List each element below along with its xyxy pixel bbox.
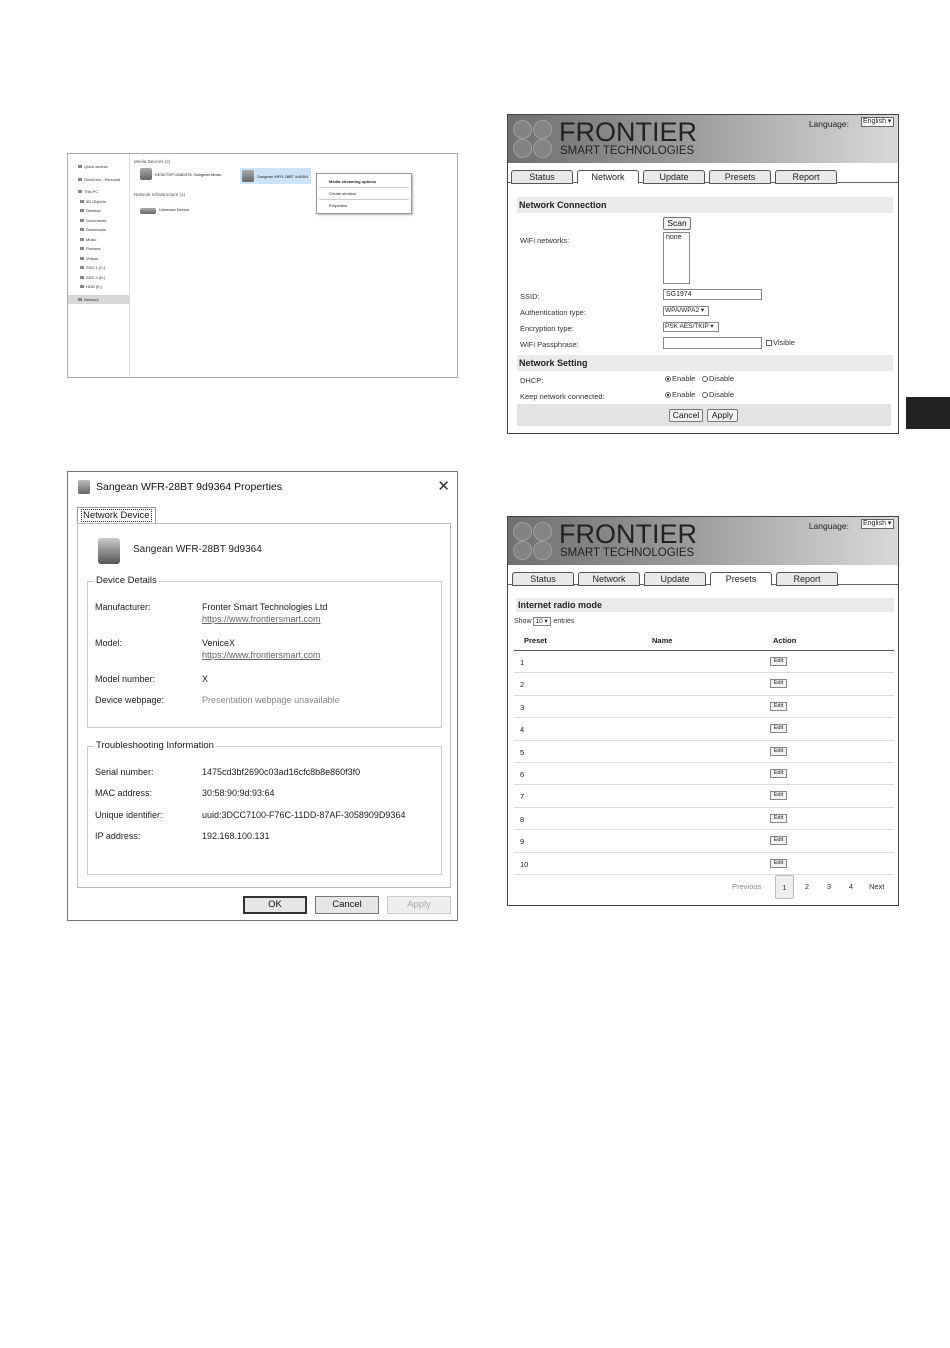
- col-name[interactable]: Name: [652, 636, 673, 645]
- frontier-presets-page: [507, 516, 899, 906]
- uid-label: Unique identifier:: [95, 810, 163, 820]
- table-row: [514, 830, 894, 852]
- radio-off-icon: [702, 376, 708, 382]
- nav-desktop[interactable]: Desktop: [68, 206, 129, 216]
- mac-value: 30:58:90:9d:93:64: [202, 788, 275, 798]
- nav-this-pc[interactable]: This PC: [68, 187, 129, 197]
- nav-music[interactable]: Music: [68, 235, 129, 245]
- keep-disable-radio[interactable]: Disable: [702, 390, 734, 399]
- manufacturer-label: Manufacturer:: [95, 602, 151, 612]
- dhcp-enable-radio[interactable]: Enable: [665, 374, 695, 383]
- frontier-logo-icon: [511, 520, 555, 562]
- auth-type-label: Authentication type:: [520, 308, 586, 317]
- network-cancel-button[interactable]: Cancel: [669, 409, 703, 422]
- nav-3d-objects[interactable]: 3D Objects: [68, 197, 129, 207]
- brand-subtitle: SMART TECHNOLOGIES: [560, 547, 695, 559]
- edit-button[interactable]: Edit: [770, 791, 787, 800]
- encryption-type-select[interactable]: PSK AES/TKIP ▾: [663, 322, 719, 332]
- uid-value: uuid:3DCC7100-F76C-11DD-87AF-3058909D9364: [202, 810, 406, 820]
- apply-button[interactable]: Apply: [387, 896, 451, 914]
- table-row: [514, 673, 894, 695]
- edit-button[interactable]: Edit: [770, 724, 787, 733]
- pager-next[interactable]: Next: [869, 882, 885, 891]
- preset-number: 1: [520, 658, 525, 667]
- presets-table: [514, 625, 894, 875]
- nav-pictures[interactable]: Pictures: [68, 244, 129, 254]
- dhcp-label: DHCP:: [520, 376, 544, 385]
- navigation-pane: [68, 154, 130, 377]
- edit-button[interactable]: Edit: [770, 836, 787, 845]
- keep-connected-label: Keep network connected:: [520, 392, 605, 401]
- drive-icon: [80, 266, 84, 269]
- encryption-type-label: Encryption type:: [520, 324, 574, 333]
- preset-number: 8: [520, 814, 525, 824]
- nav-network[interactable]: Network: [68, 295, 129, 305]
- music-icon: [80, 238, 84, 241]
- drive-icon: [80, 276, 84, 279]
- edit-button[interactable]: Edit: [770, 657, 787, 666]
- auth-type-select[interactable]: WPA/WPA2 ▾: [663, 306, 709, 316]
- brand-name: FRONTIER: [559, 117, 697, 147]
- entries-select[interactable]: 10 ▾: [533, 617, 551, 626]
- pager-page-3[interactable]: 3: [826, 882, 832, 891]
- radio-on-icon: [665, 376, 671, 382]
- media-device-desktop[interactable]: DESKTOP-926D378: Sangean Music: [140, 168, 221, 180]
- tab-status[interactable]: Status: [512, 572, 574, 586]
- media-device-icon: [78, 480, 90, 494]
- video-icon: [80, 257, 84, 260]
- table-row: [514, 808, 894, 830]
- tab-update[interactable]: Update: [644, 572, 706, 586]
- serial-label: Serial number:: [95, 767, 154, 777]
- menu-properties[interactable]: Properties: [329, 203, 348, 208]
- model-number-value: X: [202, 674, 209, 684]
- page-edge-tab: [906, 397, 950, 429]
- unknown-device[interactable]: Unknown Device: [140, 204, 189, 214]
- keep-enable-radio[interactable]: Enable: [665, 390, 695, 399]
- frontier-banner: [508, 517, 898, 565]
- cube-icon: [80, 200, 84, 203]
- section-media-devices[interactable]: Media Devices (2): [134, 159, 171, 164]
- network-icon: [78, 298, 82, 301]
- table-body: [514, 651, 894, 875]
- edit-button[interactable]: Edit: [770, 769, 787, 778]
- nav-onedrive[interactable]: OneDrive - Personal: [68, 175, 129, 185]
- preset-number: 4: [520, 725, 525, 735]
- properties-dialog: [67, 471, 458, 921]
- table-row: [514, 651, 894, 673]
- media-device-icon: [140, 168, 152, 180]
- table-row: [514, 763, 894, 785]
- ip-label: IP address:: [95, 831, 141, 841]
- table-row: [514, 718, 894, 740]
- dialog-title: Sangean WFR-28BT 9d9364 Properties: [96, 481, 282, 493]
- radio-off-icon: [702, 392, 708, 398]
- table-row: [514, 741, 894, 763]
- pager-page-2[interactable]: 2: [804, 882, 810, 891]
- tab-presets[interactable]: Presets: [710, 572, 772, 586]
- menu-media-streaming-options[interactable]: Media streaming options: [329, 179, 377, 184]
- language-label: Language:: [808, 521, 849, 531]
- passphrase-label: WiFi Passphrase:: [520, 340, 579, 349]
- mac-label: MAC address:: [95, 788, 153, 798]
- ok-button[interactable]: OK: [243, 896, 307, 914]
- nav-videos[interactable]: Videos: [68, 254, 129, 264]
- nav-quick-access[interactable]: Quick access: [68, 162, 129, 172]
- pager-page-1[interactable]: 1: [775, 875, 794, 899]
- device-name: Sangean WFR-28BT 9d9364: [133, 544, 262, 555]
- nav-hdd[interactable]: HDD (E:): [68, 282, 129, 292]
- download-icon: [80, 228, 84, 231]
- star-icon: [78, 165, 82, 168]
- dialog-titlebar: [68, 472, 457, 502]
- passphrase-input[interactable]: [663, 337, 762, 349]
- serial-value: 1475cd3bf2690c03ad16cfc8b8e860f3f0: [202, 767, 361, 777]
- language-select[interactable]: English ▾: [861, 117, 894, 127]
- menu-create-shortcut[interactable]: Create shortcut: [329, 191, 357, 196]
- section-network-infrastructure[interactable]: Network Infrastructure (1): [134, 192, 186, 197]
- preset-number: 9: [520, 837, 525, 847]
- troubleshooting-label: Troubleshooting Information: [96, 740, 214, 751]
- tab-network[interactable]: Network: [577, 170, 639, 184]
- dhcp-disable-radio[interactable]: Disable: [702, 374, 734, 383]
- pager-page-4[interactable]: 4: [848, 882, 854, 891]
- nav-downloads[interactable]: Downloads: [68, 225, 129, 235]
- tab-presets[interactable]: Presets: [709, 170, 771, 184]
- close-icon[interactable]: ✕: [437, 478, 450, 495]
- checkbox-icon: [766, 340, 772, 346]
- webpage-value: Presentation webpage unavailable: [202, 695, 340, 705]
- preset-number: 6: [520, 769, 525, 779]
- document-icon: [80, 219, 84, 222]
- explorer-window: [67, 153, 458, 378]
- nav-ssd2[interactable]: SSD 2 (D:): [68, 273, 129, 283]
- wifi-networks-label: WiFi networks:: [520, 236, 570, 245]
- picture-icon: [80, 247, 84, 250]
- model-label: Model:: [95, 638, 123, 648]
- pager-previous[interactable]: Previous: [732, 882, 762, 891]
- network-apply-button[interactable]: Apply: [707, 409, 738, 422]
- tab-report[interactable]: Report: [775, 170, 837, 184]
- media-device-sangean[interactable]: Sangean WFR-28BT 9d9364: [240, 168, 311, 184]
- ip-value: 192.168.100.131: [202, 831, 270, 841]
- media-device-icon: [242, 170, 254, 182]
- manufacturer-value: Fronter Smart Technologies Ltd: [202, 602, 328, 612]
- table-row: [514, 853, 894, 875]
- show-entries-control: Show 10 ▾ entries: [514, 618, 575, 625]
- col-preset[interactable]: Preset: [524, 636, 547, 645]
- context-menu: [316, 173, 412, 214]
- media-device-icon: [98, 538, 120, 564]
- brand-subtitle: SMART TECHNOLOGIES: [560, 145, 695, 157]
- table-row: [514, 696, 894, 718]
- router-icon: [140, 208, 156, 214]
- model-number-label: Model number:: [95, 674, 156, 684]
- network-setting-heading: Network Setting: [517, 355, 893, 371]
- desktop-icon: [80, 209, 84, 212]
- frontier-banner: [508, 115, 898, 163]
- nav-ssd1[interactable]: SSD 1 (C:): [68, 263, 129, 273]
- edit-button[interactable]: Edit: [770, 702, 787, 711]
- table-header: [514, 625, 894, 651]
- form-footer: [517, 404, 891, 426]
- table-row: [514, 785, 894, 807]
- tab-status[interactable]: Status: [511, 170, 573, 184]
- preset-number: 2: [520, 680, 525, 690]
- edit-button[interactable]: Edit: [770, 747, 787, 756]
- tab-network[interactable]: Network: [578, 572, 640, 586]
- edit-button[interactable]: Edit: [770, 814, 787, 823]
- ssid-label: SSID:: [520, 292, 540, 301]
- frontier-network-page: [507, 114, 899, 434]
- cancel-button[interactable]: Cancel: [315, 896, 379, 914]
- device-details-label: Device Details: [96, 575, 157, 586]
- wifi-networks-list[interactable]: none: [663, 232, 690, 284]
- ssid-input[interactable]: SG1974: [663, 289, 762, 300]
- edit-button[interactable]: Edit: [770, 679, 787, 688]
- language-label: Language:: [808, 119, 849, 129]
- drive-icon: [80, 285, 84, 288]
- tab-update[interactable]: Update: [643, 170, 705, 184]
- scan-button[interactable]: Scan: [663, 217, 691, 230]
- brand-name: FRONTIER: [559, 519, 697, 549]
- tab-bar: [508, 565, 898, 585]
- frontier-logo-icon: [511, 118, 555, 160]
- col-action[interactable]: Action: [773, 636, 797, 645]
- radio-on-icon: [665, 392, 671, 398]
- webpage-label: Device webpage:: [95, 695, 165, 705]
- computer-icon: [78, 190, 82, 193]
- nav-documents[interactable]: Documents: [68, 216, 129, 226]
- pagination: [508, 875, 899, 899]
- tab-report[interactable]: Report: [776, 572, 838, 586]
- model-link[interactable]: https://www.frontiersmart.com: [202, 650, 321, 660]
- internet-radio-heading: Internet radio mode: [516, 598, 894, 612]
- visible-checkbox[interactable]: Visible: [766, 338, 795, 347]
- preset-number: 10: [520, 859, 529, 869]
- edit-button[interactable]: Edit: [770, 859, 787, 868]
- language-select[interactable]: English ▾: [861, 519, 894, 529]
- cloud-icon: [78, 178, 82, 181]
- preset-number: 7: [520, 792, 525, 802]
- preset-number: 5: [520, 747, 525, 757]
- manufacturer-link[interactable]: https://www.frontiersmart.com: [202, 614, 321, 624]
- network-connection-heading: Network Connection: [517, 197, 893, 213]
- tab-bar: [508, 163, 898, 183]
- preset-number: 3: [520, 702, 525, 712]
- tab-network-device[interactable]: Network Device: [77, 507, 156, 523]
- model-value: VeniceX: [202, 638, 236, 648]
